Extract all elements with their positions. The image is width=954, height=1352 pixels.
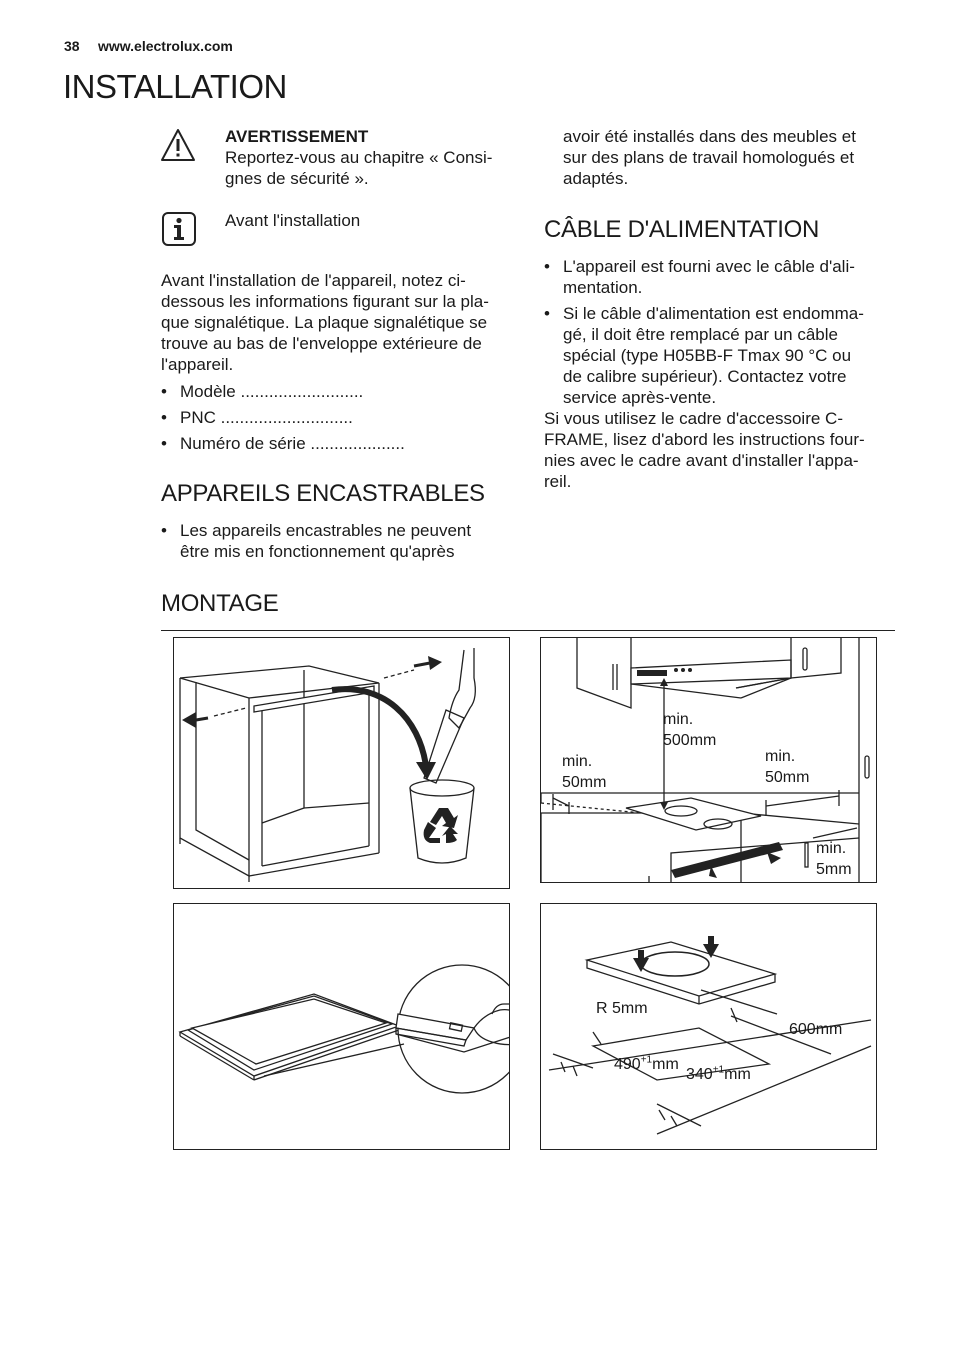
figure-clearances	[540, 637, 877, 883]
list-item	[544, 256, 894, 298]
section-divider	[161, 630, 895, 631]
list-item-line: • Les appareils encastrables ne peuvent	[180, 521, 472, 540]
intro-line: l'appareil.	[161, 355, 234, 374]
warning-triangle-icon	[160, 128, 196, 167]
list-item	[544, 303, 894, 408]
label-min-right-a: min.	[765, 748, 796, 765]
list-item-line: spécial (type H05BB-F Tmax 90 °C ou	[563, 346, 852, 365]
list-item-line: • Si le câble d'alimentation est endomma-	[563, 304, 864, 323]
label-cutout-width	[614, 1054, 679, 1075]
list-item: • Numéro de série ....................	[161, 433, 521, 454]
list-item-line: être mis en fonctionnement qu'après	[180, 542, 455, 561]
label-min-500-a: min.	[663, 711, 694, 728]
cutout-depth-value: 340	[686, 1066, 713, 1083]
figure-cabinet-preparation	[173, 637, 510, 889]
intro-line: dessous les informations figurant sur la pla-	[161, 292, 489, 311]
page-number: 38	[64, 38, 80, 54]
text-line: sur des plans de travail homologués et	[563, 148, 855, 167]
warning-block	[225, 126, 525, 189]
cutout-depth-unit: mm	[724, 1066, 751, 1083]
appareils-continuation	[563, 126, 903, 189]
label-min-left-a: min.	[562, 753, 593, 770]
text-line: reil.	[544, 472, 572, 491]
figure-seal-application	[173, 903, 510, 1150]
section-heading-cable: CÂBLE D'ALIMENTATION	[544, 216, 820, 243]
info-text: Avant l'installation	[225, 211, 361, 230]
label-min-left-b: 50mm	[562, 774, 607, 791]
cable-section	[544, 256, 894, 492]
section-heading-montage: MONTAGE	[161, 590, 279, 617]
warning-title: AVERTISSEMENT	[225, 127, 369, 146]
text-line: avoir été installés dans des meubles et	[563, 127, 856, 146]
text-line: adaptés.	[563, 169, 629, 188]
brand-url[interactable]: www.electrolux.com	[98, 38, 233, 54]
intro-line: trouve au bas de l'enveloppe extérieure de	[161, 334, 482, 353]
intro-line: Avant l'installation de l'appareil, notez ci-	[161, 271, 466, 290]
list-item-line: de calibre supérieur). Contactez votre	[563, 367, 847, 386]
list-item-line: gé, il doit être remplacé par un câble	[563, 325, 838, 344]
list-item-line: • L'appareil est fourni avec le câble d'ali-	[563, 257, 855, 276]
label-min-5-b: 5mm	[816, 861, 852, 878]
list-item	[161, 520, 520, 562]
text-line: FRAME, lisez d'abord les instructions four-	[544, 430, 865, 449]
cutout-depth-tolerance: +1	[712, 1064, 725, 1076]
warning-text-line: Reportez-vous au chapitre « Consi-	[225, 148, 493, 167]
cutout-width-tolerance: +1	[640, 1054, 653, 1066]
intro-line: que signalétique. La plaque signalétique se	[161, 313, 488, 332]
info-icon	[161, 211, 197, 252]
label-min-right-b: 50mm	[765, 769, 810, 786]
list-item: • PNC ............................	[161, 407, 521, 428]
list-item: • Modèle ..........................	[161, 381, 521, 402]
text-line: Si vous utilisez le cadre d'accessoire C-	[544, 409, 843, 428]
cutout-width-unit: mm	[652, 1056, 679, 1073]
page-title: INSTALLATION	[63, 68, 287, 105]
list-item-line: mentation.	[563, 278, 643, 297]
intro-paragraph	[161, 270, 521, 459]
list-item-line: service après-vente.	[563, 388, 717, 407]
section-heading-appareils: APPAREILS ENCASTRABLES	[161, 480, 485, 507]
label-depth-600: 600mm	[789, 1021, 843, 1038]
warning-text-line: gnes de sécurité ».	[225, 169, 369, 188]
figure-cutout-dimensions	[540, 903, 877, 1150]
text-line: nies avec le cadre avant d'installer l'appa-	[544, 451, 859, 470]
label-radius: R 5mm	[596, 1000, 648, 1017]
label-min-5-a: min.	[816, 840, 847, 857]
label-cutout-depth	[686, 1064, 751, 1085]
label-min-500-b: 500mm	[663, 732, 717, 749]
cutout-width-value: 490	[614, 1056, 641, 1073]
